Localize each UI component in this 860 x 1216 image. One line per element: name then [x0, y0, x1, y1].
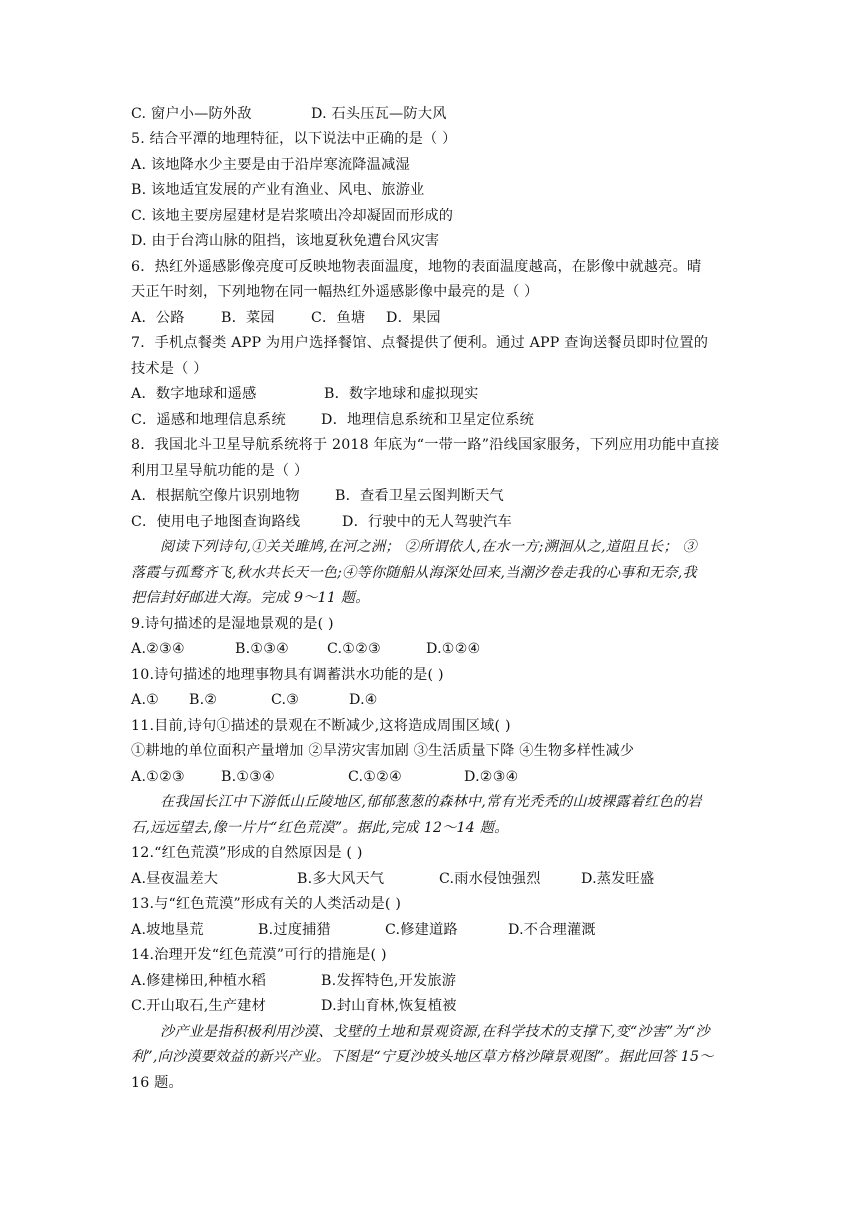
reading-passage-12-14-line2: 石,远远望去,像一片片“红色荒漠”。据此,完成 12～14 题。 [131, 820, 509, 836]
q10-options [131, 690, 378, 710]
q14-options-ab [131, 971, 457, 991]
q7-options-ab [131, 384, 479, 404]
option-c: C.③ [271, 692, 300, 708]
q5-option-d: D. 由于台湾山脉的阻挡，该地夏秋免遭台风灾害 [131, 233, 440, 249]
option-a: A.坡地垦荒 [131, 922, 204, 938]
option-d: D.②③④ [464, 769, 519, 785]
question-10: 10.诗句描述的地理事物具有调蓄洪水功能的是( ) [131, 667, 444, 683]
question-12: 12.“红色荒漠”形成的自然原因是 ( ) [131, 845, 363, 861]
q7-options-cd [131, 410, 535, 430]
option-a: A．根据航空像片识别地物 [131, 488, 300, 504]
question-6-line1: 6．热红外遥感影像亮度可反映地物表面温度，地物的表面温度越高，在影像中就越亮。晴 [131, 259, 702, 275]
option-b: B.①③④ [235, 641, 290, 657]
question-8-line1: 8．我国北斗卫星导航系统将于 2018 年底为“一带一路”沿线国家服务，下列应用功能中直接 [131, 437, 720, 453]
q5-option-a: A. 该地降水少主要是由于沿岸寒流降温减湿 [131, 157, 410, 173]
reading-passage-9-11-line3: 把信封好邮进大海。完成 9～11 题。 [131, 590, 370, 606]
option-a: A.昼夜温差大 [131, 871, 219, 887]
q5-option-c: C. 该地主要房屋建材是岩浆喷出冷却凝固而形成的 [131, 208, 454, 224]
option-d: D．行驶中的无人驾驶汽车 [342, 514, 512, 530]
option-d: D．地理信息系统和卫星定位系统 [321, 412, 535, 428]
option-b: B．菜园 [221, 310, 275, 326]
option-b: B.①③④ [221, 769, 276, 785]
q8-options-cd [131, 512, 512, 532]
reading-passage-15-16-line3: 16 题。 [131, 1075, 183, 1091]
q8-options-ab [131, 486, 504, 506]
option-d: D.④ [349, 692, 378, 708]
reading-passage-15-16-line1: 沙产业是指积极利用沙漠、戈壁的土地和景观资源,在科学技术的支撑下,变“沙害”为“沙 [160, 1024, 710, 1040]
question-7-line2: 技术是（ ） [131, 361, 208, 377]
q12-options [131, 869, 655, 889]
reading-passage-9-11-line1: 阅读下列诗句,①关关雎鸠,在河之洲； ②所谓依人,在水一方;溯洄从之,道阻且长； ③ [160, 539, 697, 555]
question-7-line1: 7．手机点餐类 APP 为用户选择餐馆、点餐提供了便利。通过 APP 查询送餐员即时位置的 [131, 335, 709, 351]
option-c: C.雨水侵蚀强烈 [439, 871, 541, 887]
question-11: 11.目前,诗句①描述的景观在不断减少,这将造成周围区域( ) [131, 718, 511, 734]
question-5: 5. 结合平潭的地理特征，以下说法中正确的是（ ） [131, 131, 457, 147]
option-c: C．使用电子地图查询路线 [131, 514, 301, 530]
option-a: A．公路 [131, 310, 185, 326]
q4-options-cd [131, 104, 447, 124]
option-c: C．遥感和地理信息系统 [131, 412, 286, 428]
option-c: C. 窗户小—防外敌 [131, 106, 252, 122]
option-a: A．数字地球和遥感 [131, 386, 257, 402]
option-d: D．果园 [386, 310, 441, 326]
option-b: B.② [189, 692, 218, 708]
option-a: A.②③④ [131, 641, 185, 657]
option-d: D. 石头压瓦—防大风 [311, 106, 447, 122]
question-13: 13.与“红色荒漠”形成有关的人类活动是( ) [131, 896, 402, 912]
question-14: 14.治理开发“红色荒漠”可行的措施是( ) [131, 947, 387, 963]
option-a: A.① [131, 692, 160, 708]
q14-options-cd [131, 996, 457, 1016]
option-d: D.不合理灌溉 [508, 922, 596, 938]
question-9: 9.诗句描述的是湿地景观的是( ) [131, 616, 334, 632]
question-8-line2: 利用卫星导航功能的是（ ） [131, 463, 309, 479]
option-b: B.发挥特色,开发旅游 [321, 973, 457, 989]
option-b: B.多大风天气 [297, 871, 385, 887]
option-d: D.蒸发旺盛 [581, 871, 655, 887]
option-d: D.①②④ [426, 641, 481, 657]
q11-options [131, 767, 519, 787]
q5-option-b: B. 该地适宜发展的产业有渔业、风电、旅游业 [131, 182, 425, 198]
option-d: D.封山育林,恢复植被 [321, 998, 457, 1014]
reading-passage-9-11-line2: 落霞与孤鹜齐飞,秋水共长天一色;④等你随船从海深处回来,当潮汐卷走我的心事和无奈,我 [131, 565, 697, 581]
question-6-line2: 天正午时刻，下列地物在同一幅热红外遥感影像中最亮的是（ ） [131, 284, 539, 300]
option-b: B．数字地球和虚拟现实 [324, 386, 479, 402]
option-a: A.①②③ [131, 769, 185, 785]
option-a: A.修建梯田,种植水稻 [131, 973, 266, 989]
option-c: C.修建道路 [385, 922, 458, 938]
q6-options [131, 308, 441, 328]
option-b: B．查看卫星云图判断天气 [335, 488, 504, 504]
reading-passage-12-14-line1: 在我国长江中下游低山丘陵地区,郁郁葱葱的森林中,常有光秃秃的山坡裸露着红色的岩 [160, 794, 702, 810]
q9-options [131, 639, 481, 659]
option-c: C.开山取石,生产建材 [131, 998, 267, 1014]
reading-passage-15-16-line2: 利”,向沙漠要效益的新兴产业。下图是“宁夏沙坡头地区草方格沙障景观图”。据此回答 15～ [131, 1049, 714, 1065]
option-c: C．鱼塘 [311, 310, 366, 326]
option-b: B.过度捕猎 [258, 922, 331, 938]
q11-statements: ①耕地的单位面积产量增加 ②旱涝灾害加剧 ③生活质量下降 ④生物多样性减少 [131, 743, 635, 759]
q13-options [131, 920, 596, 940]
option-c: C.①②④ [348, 769, 403, 785]
option-c: C.①②③ [327, 641, 382, 657]
